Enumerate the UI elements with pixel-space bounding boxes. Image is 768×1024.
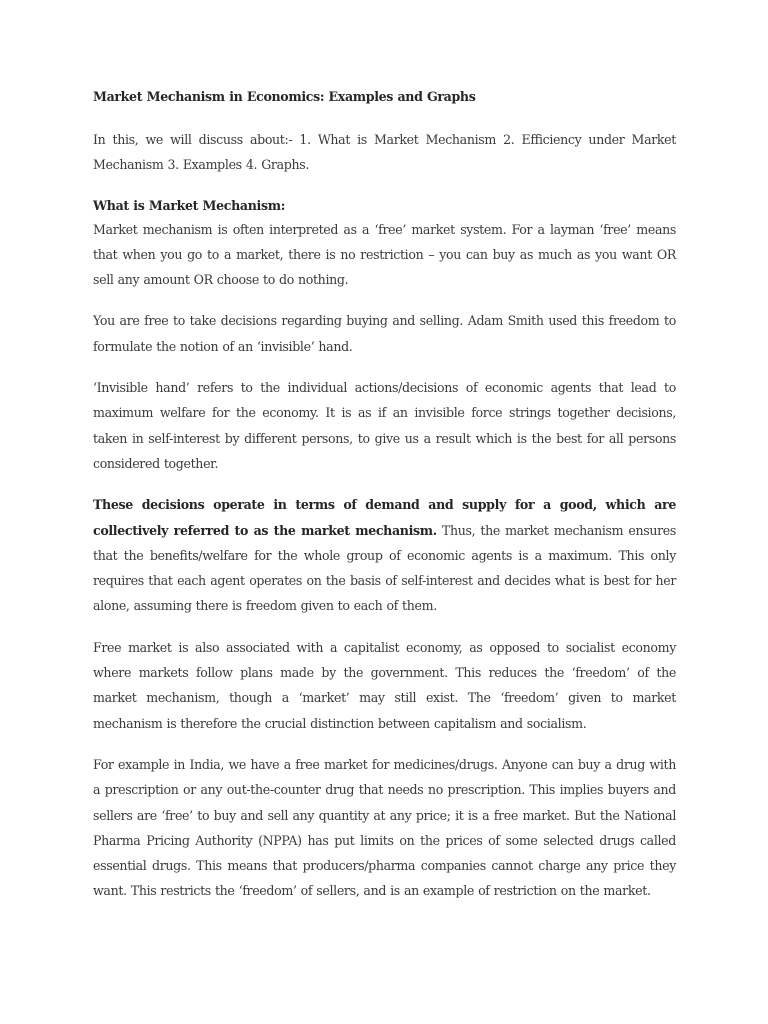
- paragraph-invisible-hand: ‘Invisible hand’ refers to the individual actions/decisions of economic agents that lead to maximum welfare for the economy. It is as if an invisible force strings together decisions, taken in self-interest by different persons, to give us a result which is the best for all persons considered together.: [93, 380, 676, 471]
- emphasis-text: These decisions operate in terms of demand and supply for a good, which are collectively referred to as the market mechanism.: [93, 497, 676, 538]
- section-heading: What is Market Mechanism:: [93, 197, 285, 213]
- document-page: [93, 86, 676, 904]
- intro-paragraph: In this, we will discuss about:- 1. What is Market Mechanism 2. Efficiency under Market Mechanism 3. Examples 4. Graphs.: [93, 132, 676, 173]
- paragraph-demand-supply: [93, 492, 676, 618]
- paragraph-india-example: For example in India, we have a free market for medicines/drugs. Anyone can buy a drug with a prescription or any out-the-counter drug that needs no prescription. This implies buyers and sellers are ‘free’ to buy and sell any quantity at any price; it is a free market. But the National Pharma Pricing Authority (NPPA) has put limits on the prices of some selected drugs called essential drugs. This means that producers/pharma companies cannot charge any price they want. This restricts the ‘freedom’ of sellers, and is an example of restriction on the market.: [93, 756, 676, 899]
- paragraph-capitalism: Free market is also associated with a capitalist economy, as opposed to socialist economy where markets follow plans made by the government. This reduces the ‘freedom’ of the market mechanism, though a ‘market’ may still exist. The ‘freedom’ given to market mechanism is therefore the crucial distinction between capitalism and socialism.: [93, 639, 676, 731]
- paragraph-freedom: You are free to take decisions regarding buying and selling. Adam Smith used this freedom to formulate the notion of an ‘invisible’ hand.: [93, 313, 676, 354]
- paragraph-definition: Market mechanism is often interpreted as a ‘free’ market system. For a layman ‘free’ means that when you go to a market, there is no restriction – you can buy as much as you want OR sell any amount OR choose to do nothing.: [93, 221, 676, 288]
- paragraph-continuation: Thus, the market mechanism ensures that the benefits/welfare for the whole group of economic agents is a maximum. This only requires that each agent operates on the basis of self-interest and decides what is best for her alone, assuming there is freedom given to each of them.: [93, 522, 676, 614]
- document-title: Market Mechanism in Economics: Examples and Graphs: [93, 89, 476, 104]
